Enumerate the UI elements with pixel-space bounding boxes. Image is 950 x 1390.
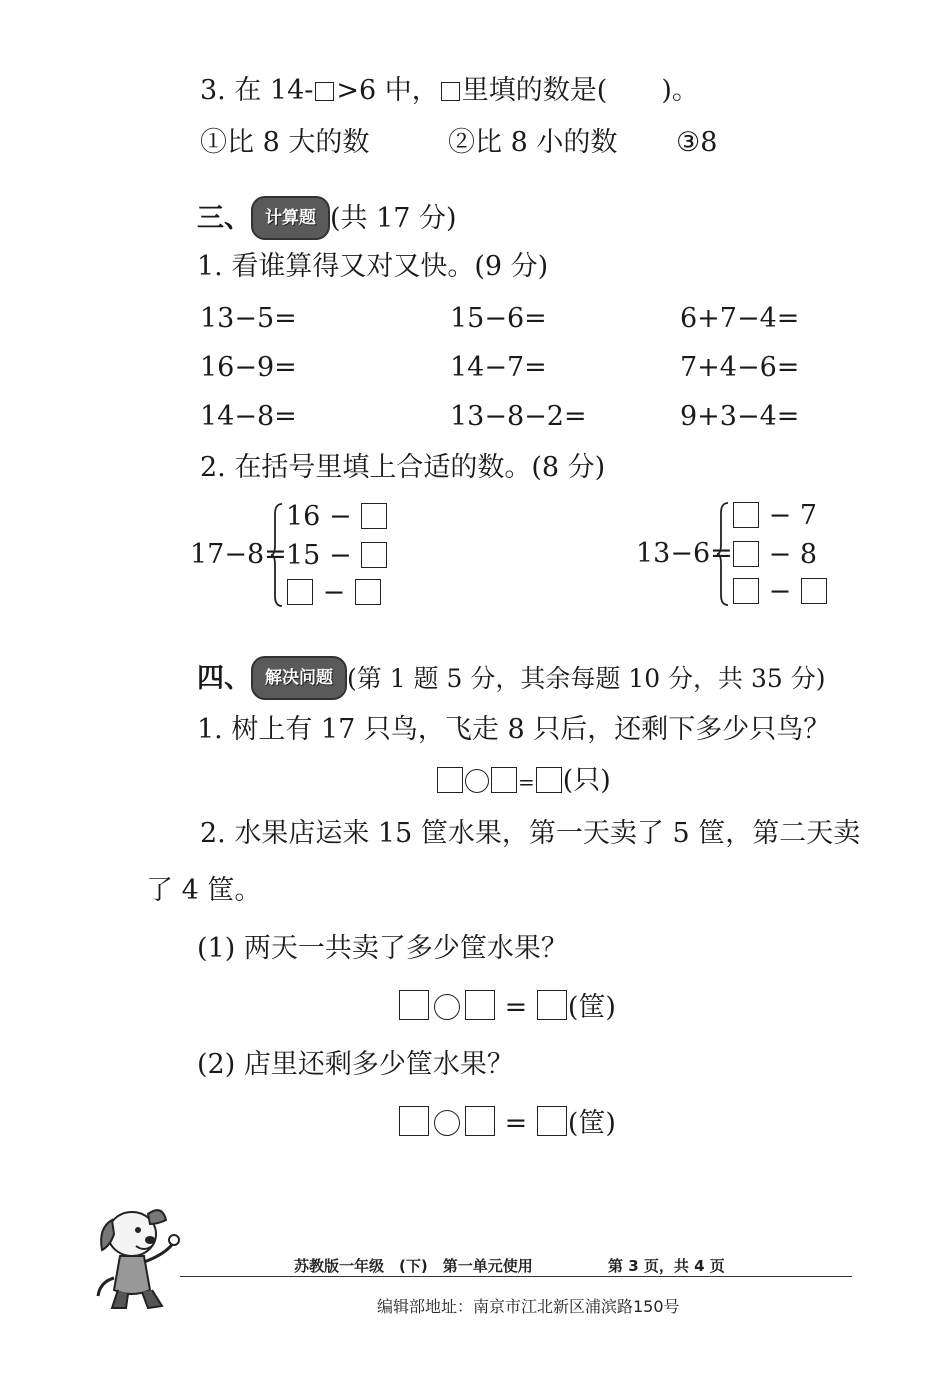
calc-item: 9+3−4= [680,401,800,432]
answer-box[interactable] [491,767,517,793]
left-row-2 [286,539,388,573]
q3-stem-suffix: 里填的数是( )。 [461,75,699,106]
equals-sign: = [504,1108,528,1139]
left-brace-icon [270,502,284,608]
left-row-2-op: − [328,540,352,571]
calc-item: 14−8= [200,401,297,432]
answer-box[interactable] [536,767,562,793]
q1-unit: (只) [562,765,611,796]
footer-page-info: 第 3 页，共 4 页 [608,1257,725,1275]
equals-sign: = [518,770,535,794]
left-row-3-op: − [322,577,346,608]
q2-sub2-equation [398,1106,616,1141]
section3-badge-text: 计算题 [265,208,316,228]
q3-option-3: ③8 [676,127,718,158]
left-row-1-op: − [328,501,352,532]
section4-q2-line2: 了 4 筐。 [146,875,262,906]
operator-circle[interactable] [465,769,489,793]
right-row-2-op: − [768,539,792,570]
answer-box[interactable] [733,541,759,567]
section3-q1-title: 1. 看谁算得又对又快。(9 分) [197,251,549,282]
right-row-2 [732,538,817,572]
footer-edition: 苏教版一年级 (下) 第一单元使用 [294,1257,533,1275]
operator-circle[interactable] [434,1110,460,1136]
answer-box[interactable] [537,1106,567,1136]
calc-item: 7+4−6= [680,352,800,383]
right-brace-icon [716,501,730,607]
q2-sub1-unit: (筐) [567,992,616,1023]
answer-box[interactable] [399,990,429,1020]
section4-label: 四、 [197,663,251,694]
q3-option-2: ②比 8 小的数 [448,127,618,158]
answer-box[interactable] [733,502,759,528]
problem-badge-icon [251,656,347,700]
calc-item: 14−7= [450,352,547,383]
right-row-1-op: − [768,500,792,531]
q2-sub1-equation [398,990,616,1025]
right-row-1 [732,499,817,533]
section4-q2-line1: 2. 水果店运来 15 筐水果，第一天卖了 5 筐，第二天卖 [200,818,861,849]
right-brace-group [636,497,836,609]
left-row-1-num: 16 [286,501,321,532]
q3-stem-prefix: 3. 在 14- [200,75,314,106]
section4-badge-text: 解决问题 [265,668,333,688]
equals-sign: = [504,992,528,1023]
answer-box[interactable] [441,82,460,101]
answer-box[interactable] [801,578,827,604]
right-row-2-num: 8 [799,539,817,570]
section4-q2-sub2: (2) 店里还剩多少筐水果？ [197,1049,514,1080]
calc-badge-icon [251,196,330,240]
answer-box[interactable] [733,578,759,604]
q1-equation [436,764,611,799]
right-row-3-op: − [768,576,792,607]
answer-box[interactable] [287,579,313,605]
answer-box[interactable] [537,990,567,1020]
q3-stem-mid: >6 中， [336,75,439,106]
answer-box[interactable] [315,82,334,101]
footer-address: 编辑部地址：南京市江北新区浦滨路150号 [377,1297,680,1316]
q2-sub2-unit: (筐) [567,1108,616,1139]
left-row-3 [286,576,382,610]
section3-q2-title: 2. 在括号里填上合适的数。(8 分) [200,452,606,483]
answer-box[interactable] [355,579,381,605]
calc-item: 15−6= [450,303,547,334]
left-row-1 [286,500,388,534]
answer-box[interactable] [437,767,463,793]
footer-divider [180,1276,852,1277]
answer-box[interactable] [361,503,387,529]
section4-points: (第 1 题 5 分，其余每题 10 分，共 35 分) [347,664,826,693]
right-row-3 [732,575,828,609]
q3-option-1: ①比 8 大的数 [200,127,370,158]
left-brace-group [190,498,410,610]
section3-header [197,196,457,240]
section4-q1-text: 1. 树上有 17 只鸟，飞走 8 只后，还剩下多少只鸟？ [197,714,831,745]
section4-q2-sub1: (1) 两天一共卖了多少筐水果？ [197,933,568,964]
answer-box[interactable] [399,1106,429,1136]
calc-item: 13−8−2= [450,401,587,432]
left-lhs: 17−8= [190,539,287,570]
q3-stem [200,74,699,108]
calc-item: 16−9= [200,352,297,383]
calc-item: 6+7−4= [680,303,800,334]
right-lhs: 13−6= [636,538,733,569]
calc-item: 13−5= [200,303,297,334]
section3-points: (共 17 分) [330,203,457,234]
dog-mascot-icon [92,1198,187,1313]
answer-box[interactable] [361,542,387,568]
answer-box[interactable] [465,990,495,1020]
operator-circle[interactable] [434,994,460,1020]
left-row-2-num: 15 [286,540,321,571]
answer-box[interactable] [465,1106,495,1136]
section3-label: 三、 [197,203,251,234]
right-row-1-num: 7 [799,500,817,531]
section4-header [197,656,826,700]
